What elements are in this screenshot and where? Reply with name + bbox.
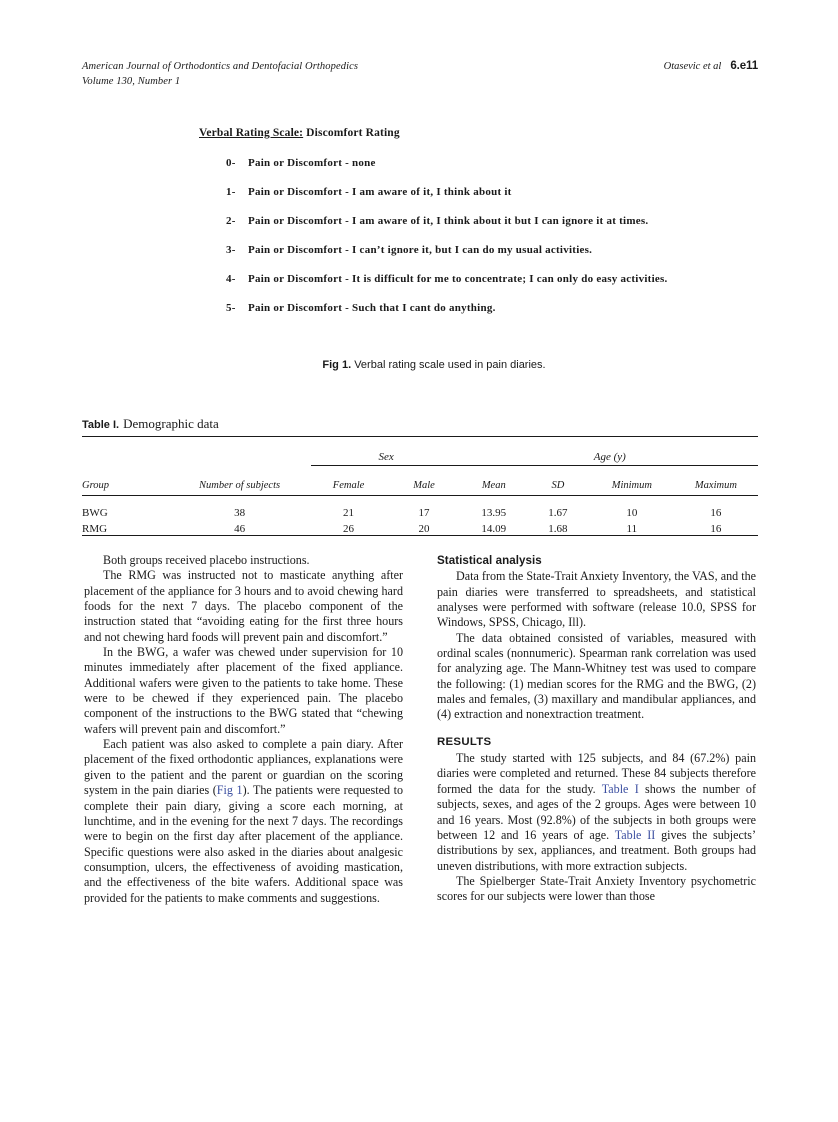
vrs-item xyxy=(226,272,669,287)
table-cell-male: 17 xyxy=(418,507,430,519)
table-cell-number-of-subjects: 46 xyxy=(169,519,311,536)
table-1-crossref-link[interactable]: Table I xyxy=(601,781,639,796)
table-group-header-empty-2 xyxy=(169,437,311,466)
table-cell-minimum: 10 xyxy=(626,507,638,519)
table-cell-group: RMG xyxy=(82,519,169,536)
article-authors: Otasevic et al xyxy=(663,61,722,72)
table-cell-minimum: 11 xyxy=(590,519,674,536)
table-col-header-sd: SD xyxy=(551,480,565,491)
vrs-item xyxy=(226,243,669,258)
table-group-header-age: Age (y) xyxy=(462,437,758,466)
table-row xyxy=(82,519,758,536)
page-number: 6.e11 xyxy=(730,60,758,72)
body-column-right xyxy=(437,553,756,905)
table-cell-mean: 14.09 xyxy=(462,519,526,536)
vrs-item xyxy=(226,301,669,316)
table-cell-maximum: 16 xyxy=(710,507,722,519)
vrs-item-number: 4- xyxy=(226,273,236,285)
vrs-item xyxy=(226,214,669,229)
paragraph-text-segment: gives the subjects’ distributions by sex, appliances, and treatment. Both groups had uneven distributions, with more extraction subjects. xyxy=(437,827,756,873)
paragraph-text-segment: The study started with 125 subjects, and 84 (67.2%) pain diaries were completed and returned. These 84 subjects therefore formed the data for the study. xyxy=(437,751,756,796)
table-col-header-mean: Mean xyxy=(481,480,506,491)
journal-volume: Volume 130, Number 1 xyxy=(82,75,181,87)
table-group-header-sex: Sex xyxy=(311,437,462,466)
paragraph xyxy=(437,751,756,874)
paragraph: The RMG was instructed not to masticate anything after placement of the appliance for 3 hours and to avoid chewing hard foods for the next 7 days. The placebo component of the instruction stated that “avoiding eating for the first three hours and not chewing hard foods will prevent pain and discomfort.” xyxy=(84,568,403,644)
paragraph-text-after-link: ). The patients were requested to complete their pain diary, giving a score each morning, at lunchtime, and in the evening for the next 7 days. The recordings were to begin on the first day after placement of the appliance. Specific questions were also asked in the diaries about analgesic consumption, ulcers, the effectiveness of avoiding mastication, and the effectiveness of the bite wafers. Additional space was provided for the patients to make comments and suggestions. xyxy=(84,783,403,905)
table-cell-female: 21 xyxy=(343,507,355,519)
demographic-data-table xyxy=(82,436,758,536)
table-cell-mean: 13.95 xyxy=(481,507,507,519)
paragraph: Data from the State-Trait Anxiety Inventory, the VAS, and the pain diaries were transferred to spreadsheets, and statistical analyses were performed with software (release 10.0, SPSS for Windows, SPSS, Chicago, Ill). xyxy=(437,569,756,630)
running-head-right xyxy=(664,60,758,72)
figure-1-crossref-link[interactable]: Fig 1 xyxy=(216,783,243,798)
vrs-item-number: 5- xyxy=(226,302,236,314)
paragraph: In the BWG, a wafer was chewed under supervision for 10 minutes immediately after placement of the fixed appliance. Additional wafers were given to the patients to take home. These were to be chewed if they experienced pain. The placebo component of the instructions to the BWG stated that “chewing wafers will prevent pain and discomfort.” xyxy=(84,645,403,736)
paragraph: The data obtained consisted of variables, measured with ordinal scales (nonnumeric). Spearman rank correlation was used for analyzing age. The Mann-Whitney test was used to compare the following: (1) median scores for the RMG and the BWG, (2) males and females, (3) maxillary and mandibular appliances, and (4) extraction and nonextraction treatment. xyxy=(437,630,756,722)
verbal-rating-scale-list xyxy=(199,156,669,316)
vrs-item-number: 3- xyxy=(226,244,236,256)
vrs-item-label: Pain or Discomfort - none xyxy=(248,157,376,169)
vrs-item-label: Pain or Discomfort - I can’t ignore it, but I can do my usual activities. xyxy=(248,244,593,256)
verbal-rating-scale-title-underlined: Verbal Rating Scale: xyxy=(199,127,304,139)
verbal-rating-scale-title xyxy=(199,127,669,139)
table-body xyxy=(82,496,758,536)
body-column-left xyxy=(84,553,403,906)
table-cell-female: 26 xyxy=(311,519,387,536)
paragraph xyxy=(84,737,403,906)
table-col-header-group: Group xyxy=(82,480,110,491)
verbal-rating-scale-title-rest: Discomfort Rating xyxy=(303,127,400,139)
figure-caption-label: Fig 1. xyxy=(322,359,352,371)
vrs-item-label: Pain or Discomfort - I am aware of it, I think about it xyxy=(248,186,512,198)
table-cell-maximum: 16 xyxy=(674,519,758,536)
table-row xyxy=(82,496,758,520)
vrs-item-label: Pain or Discomfort - Such that I cant do anything. xyxy=(248,302,496,314)
table-cell-sd: 1.67 xyxy=(548,507,568,519)
table-group-header-empty-1 xyxy=(82,437,169,466)
journal-name: American Journal of Orthodontics and Dentofacial Orthopedics xyxy=(82,61,359,72)
running-head xyxy=(82,60,758,89)
table-col-header-number-of-subjects: Number of subjects xyxy=(199,480,281,491)
paragraph: Both groups received placebo instructions. xyxy=(103,553,310,567)
running-head-left xyxy=(82,60,358,89)
table-cell-sd: 1.68 xyxy=(526,519,590,536)
table-1-block xyxy=(82,416,758,536)
table-2-crossref-link[interactable]: Table II xyxy=(614,827,656,842)
vrs-item-label: Pain or Discomfort - I am aware of it, I think about it but I can ignore it at times. xyxy=(248,215,649,227)
section-spacer xyxy=(437,723,756,735)
vrs-item xyxy=(226,156,669,171)
paragraph-text-before-link: Each patient was also asked to complete a pain diary. After placement of the fixed orthodontic appliances, explanations were given to the patient and the parent or guardian on the scoring system in the pain diaries ( xyxy=(84,737,403,798)
table-col-header-minimum: Minimum xyxy=(611,480,652,491)
table-caption-label: Table I. xyxy=(82,419,120,431)
paragraph: The Spielberger State-Trait Anxiety Inventory psychometric scores for our subjects were lower than those xyxy=(437,873,756,904)
vrs-item-number: 1- xyxy=(226,186,236,198)
paragraph-text-segment: shows the number of subjects, sexes, and ages of the 2 groups. Ages were between 10 and 16 years. Most (92.8%) of the subjects in both groups were between 12 and 16 years of age. xyxy=(437,781,756,842)
figure-1-verbal-rating-scale xyxy=(199,127,669,330)
figure-1-caption xyxy=(199,359,669,371)
table-cell-male: 20 xyxy=(387,519,462,536)
table-group-header-row xyxy=(82,437,758,466)
table-head xyxy=(82,437,758,496)
vrs-item-number: 2- xyxy=(226,215,236,227)
section-heading-statistical-analysis: Statistical analysis xyxy=(437,554,542,567)
figure-caption-text: Verbal rating scale used in pain diaries. xyxy=(351,359,546,371)
table-caption xyxy=(82,416,758,432)
section-heading-results: RESULTS xyxy=(437,735,492,748)
vrs-item-label: Pain or Discomfort - It is difficult for me to concentrate; I can only do easy activities. xyxy=(248,273,668,285)
table-col-header-female: Female xyxy=(332,480,365,491)
table-cell-number-of-subjects: 38 xyxy=(234,507,246,519)
table-col-header-male: Male xyxy=(413,480,435,491)
table-caption-title: Demographic data xyxy=(123,416,219,431)
table-column-header-row xyxy=(82,466,758,496)
vrs-item-number: 0- xyxy=(226,157,236,169)
table-cell-group: BWG xyxy=(82,507,108,519)
vrs-item xyxy=(226,185,669,200)
table-col-header-maximum: Maximum xyxy=(694,480,737,491)
